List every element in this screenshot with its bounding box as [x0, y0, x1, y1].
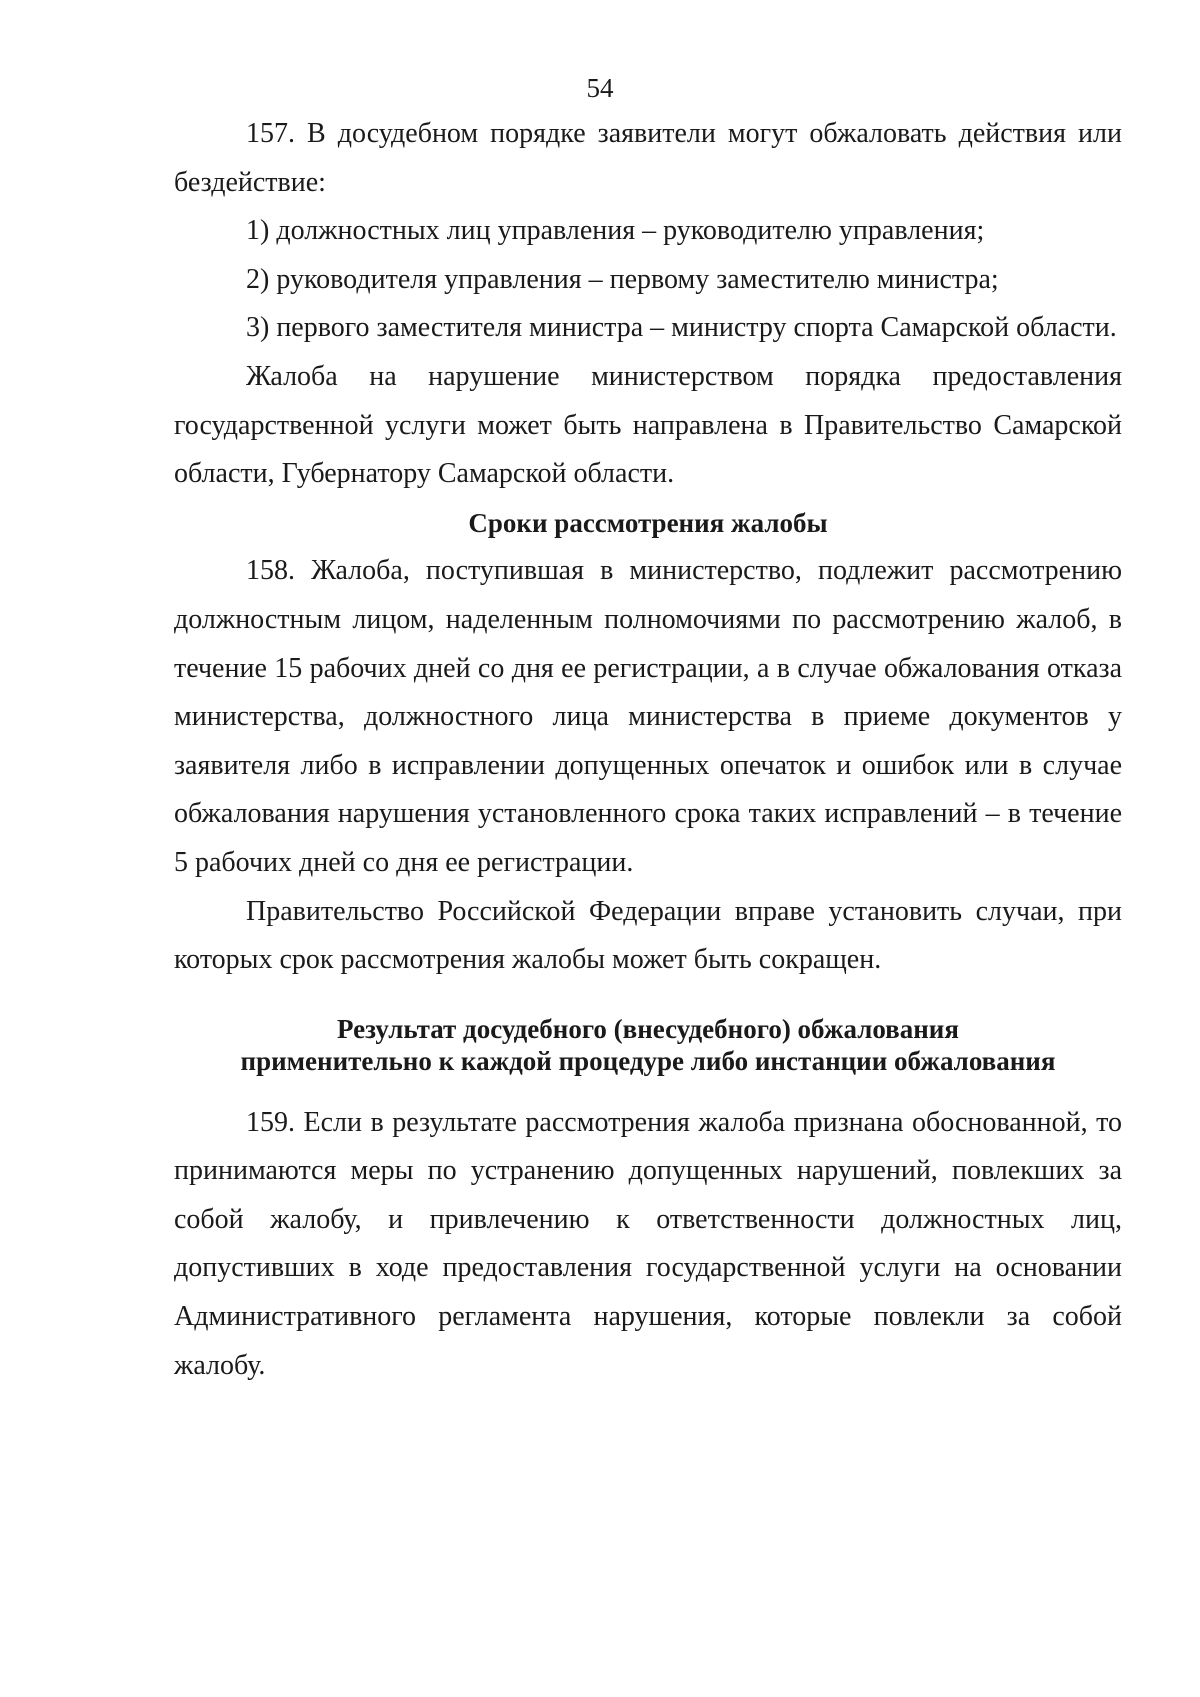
- heading-appeal-result-line-2: применительно к каждой процедуре либо инстанции обжалования: [240, 1045, 1056, 1076]
- spacer: [174, 1077, 1122, 1099]
- paragraph-159-main: 159. Если в результате рассмотрения жалоба признана обоснованной, то принимаются меры по устранению допущенных нарушений, повлекших за собой жалобу, и привлечению к ответственности должностных лиц, допустивших в ходе предоставления государственной услуги на основании Административного регламента нарушения, которые повлекли за собой жалобу.: [174, 1106, 1122, 1381]
- document-body: [174, 110, 1122, 1390]
- paragraph-157-intro: 157. В досудебном порядке заявители могут обжаловать действия или бездействие:: [174, 118, 1122, 198]
- page-number: 54: [586, 73, 614, 103]
- paragraph-158-government-note: Правительство Российской Федерации вправе установить случаи, при которых срок рассмотрения жалобы может быть сокращен.: [174, 895, 1122, 976]
- heading-appeal-result: [174, 1013, 1122, 1077]
- paragraph-158-main: 158. Жалоба, поступившая в министерство, подлежит рассмотрению должностным лицом, наделенным полномочиями по рассмотрению жалоб, в течение 15 рабочих дней со дня ее регистрации, а в случае обжалования отказа министерства, должностного лица министерства в приеме документов у заявителя либо в исправлении допущенных опечаток и ошибок или в случае обжалования нарушения установленного срока таких исправлений – в течение 5 рабочих дней со дня ее регистрации.: [174, 555, 1122, 878]
- heading-complaint-terms: Сроки рассмотрения жалобы: [468, 507, 828, 538]
- list-item-157-3: 3) первого заместителя министра – министру спорта Самарской области.: [246, 312, 1117, 344]
- list-item-157-1: 1) должностных лиц управления – руководителю управления;: [246, 215, 985, 247]
- list-item-157-2: 2) руководителя управления – первому заместителю министра;: [246, 263, 999, 295]
- paragraph-157-complaint-note: Жалоба на нарушение министерством порядка предоставления государственной услуги может быть направлена в Правительство Самарской области, Губернатору Самарской области.: [174, 360, 1122, 490]
- heading-appeal-result-line-1: Результат досудебного (внесудебного) обжалования: [337, 1013, 959, 1044]
